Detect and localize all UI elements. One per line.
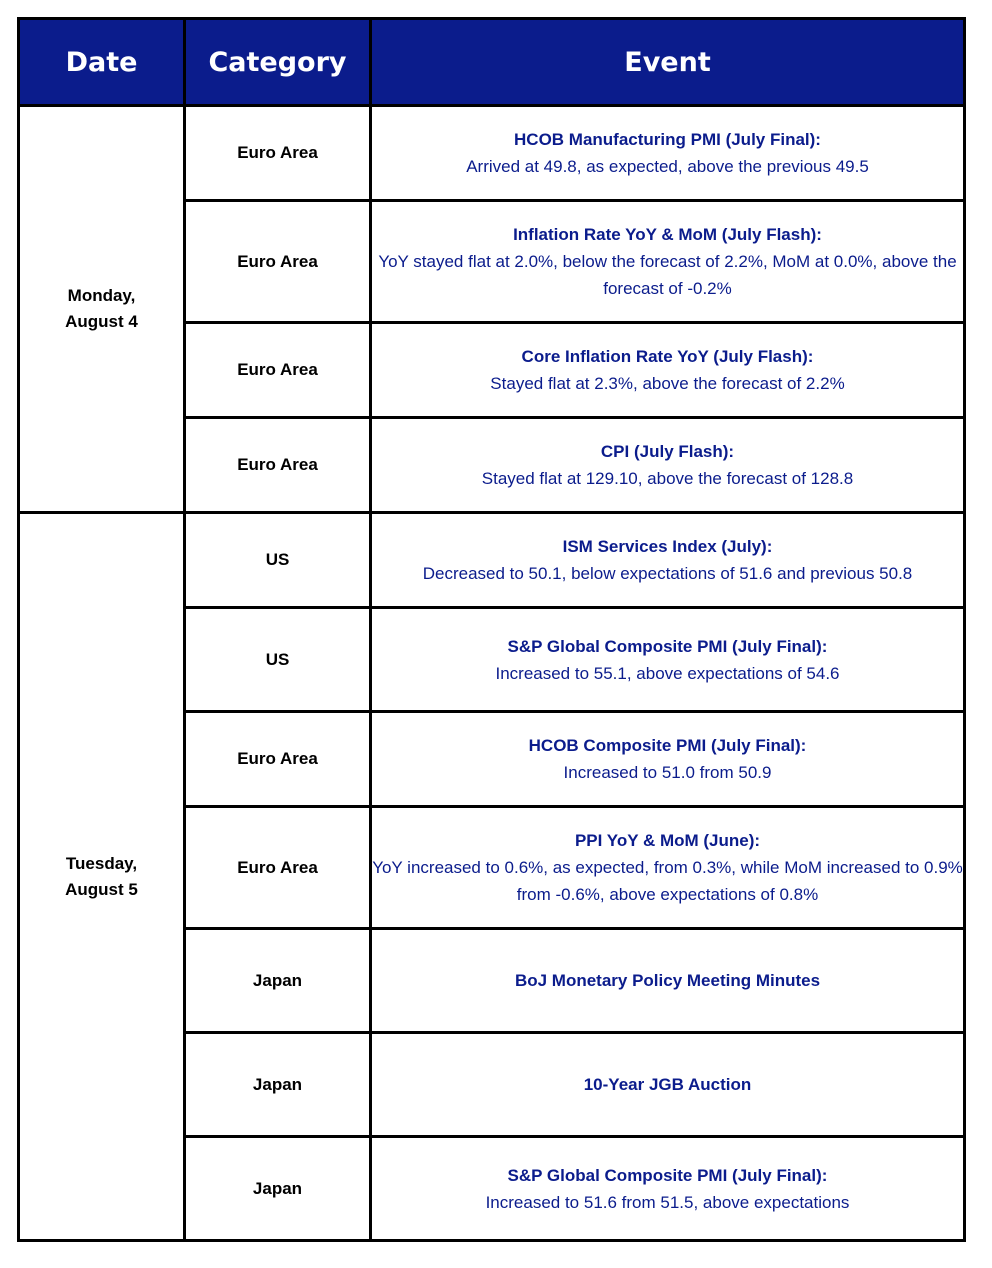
- category-cell: Japan: [185, 1137, 371, 1241]
- event-title: Core Inflation Rate YoY (July Flash):: [521, 347, 814, 366]
- header-date: Date: [19, 19, 185, 106]
- event-cell: [371, 807, 965, 929]
- header-category: Category: [185, 19, 371, 106]
- event-cell: [371, 608, 965, 712]
- table-row: [19, 106, 965, 201]
- event-description: YoY increased to 0.6%, as expected, from 0.3%, while MoM increased to 0.9% from -0.6%, above expectations of 0.8%: [372, 858, 963, 904]
- event-description: Increased to 55.1, above expectations of 54.6: [495, 663, 840, 683]
- category-cell: US: [185, 513, 371, 608]
- category-cell: Euro Area: [185, 712, 371, 807]
- date-day: August 4: [65, 312, 138, 331]
- event-cell: [371, 106, 965, 201]
- event-title: PPI YoY & MoM (June):: [574, 831, 761, 850]
- category-cell: Japan: [185, 929, 371, 1033]
- event-description: Increased to 51.6 from 51.5, above expectations: [485, 1192, 850, 1212]
- event-description: Stayed flat at 2.3%, above the forecast of 2.2%: [490, 374, 845, 393]
- event-title: S&P Global Composite PMI (July Final):: [507, 1165, 828, 1185]
- category-cell: Euro Area: [185, 201, 371, 323]
- date-cell: [19, 513, 185, 1241]
- event-title: ISM Services Index (July):: [562, 537, 773, 556]
- event-description: Stayed flat at 129.10, above the forecast of 128.8: [481, 469, 854, 488]
- event-cell: [371, 1137, 965, 1241]
- category-cell: Euro Area: [185, 106, 371, 201]
- header-event: Event: [371, 19, 965, 106]
- date-cell: [19, 106, 185, 513]
- event-title: HCOB Manufacturing PMI (July Final):: [514, 130, 821, 149]
- event-description: YoY stayed flat at 2.0%, below the forecast of 2.2%, MoM at 0.0%, above the forecast of -0.2%: [378, 252, 957, 298]
- event-cell: [371, 1033, 965, 1137]
- category-cell: Euro Area: [185, 323, 371, 418]
- event-title: S&P Global Composite PMI (July Final):: [507, 636, 828, 656]
- date-weekday: Tuesday,: [65, 853, 138, 873]
- event-title: HCOB Composite PMI (July Final):: [528, 736, 807, 755]
- category-cell: Euro Area: [185, 418, 371, 513]
- event-description: Arrived at 49.8, as expected, above the previous 49.5: [466, 157, 869, 176]
- date-weekday: Monday,: [67, 286, 136, 305]
- event-title: BoJ Monetary Policy Meeting Minutes: [514, 971, 821, 990]
- header-row: [19, 19, 965, 106]
- event-cell: [371, 513, 965, 608]
- table-row: [19, 513, 965, 608]
- economic-calendar-table: [17, 17, 966, 1242]
- event-title: 10-Year JGB Auction: [583, 1075, 752, 1094]
- event-cell: [371, 201, 965, 323]
- event-title: CPI (July Flash):: [600, 442, 735, 461]
- event-cell: [371, 418, 965, 513]
- event-description: Increased to 51.0 from 50.9: [563, 763, 772, 782]
- event-cell: [371, 929, 965, 1033]
- category-cell: Japan: [185, 1033, 371, 1137]
- event-description: Decreased to 50.1, below expectations of 51.6 and previous 50.8: [422, 564, 913, 583]
- date-day: August 5: [65, 879, 138, 899]
- category-cell: Euro Area: [185, 807, 371, 929]
- event-cell: [371, 712, 965, 807]
- category-cell: US: [185, 608, 371, 712]
- event-cell: [371, 323, 965, 418]
- event-title: Inflation Rate YoY & MoM (July Flash):: [513, 225, 822, 244]
